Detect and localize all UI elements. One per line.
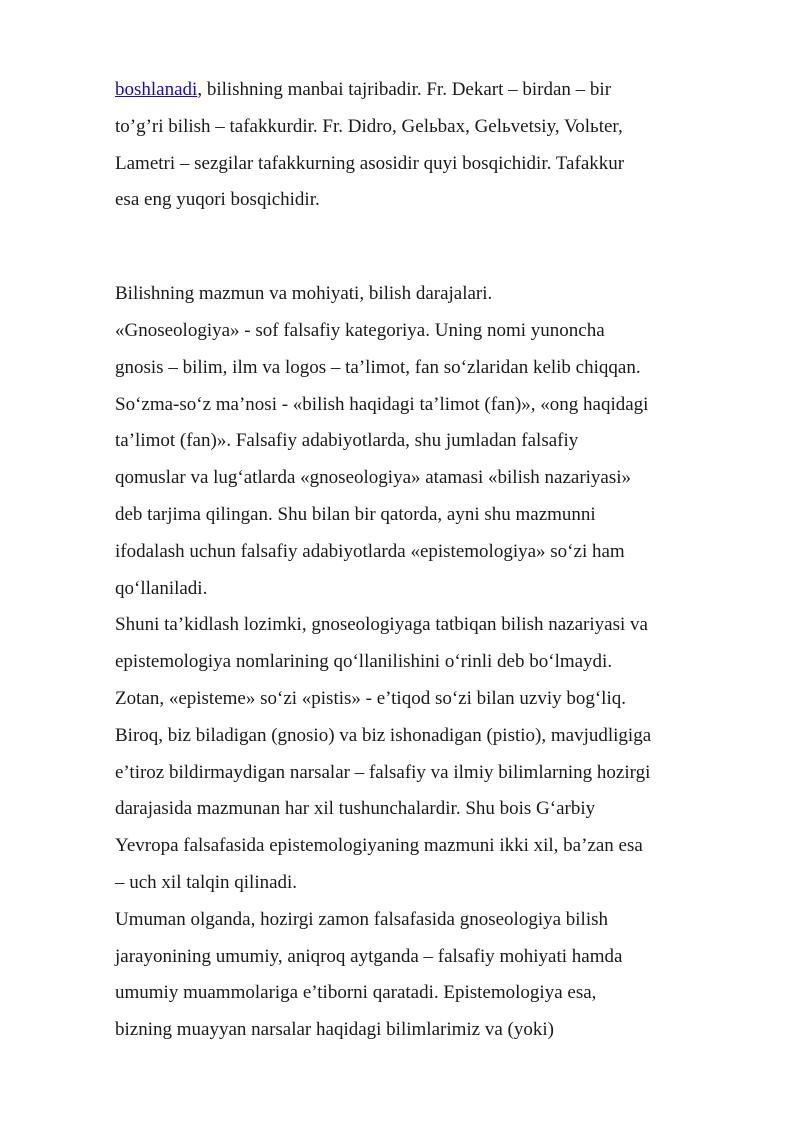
text-line: Shuni ta’kidlash lozimki, gnoseologiyaga tatbiqan bilish nazariyasi va <box>115 614 648 636</box>
text-line: – uch xil talqin qilinadi. <box>115 871 298 893</box>
document-page <box>115 72 735 1049</box>
text-line: Umuman olganda, hozirgi zamon falsafasida gnoseologiya bilish <box>115 908 609 930</box>
text-line: Biroq, biz biladigan (gnosio) va biz ishonadigan (pistio), mavjudligiga <box>115 724 652 746</box>
text-line: deb tarjima qilingan. Shu bilan bir qatorda, ayni shu mazmunni <box>115 503 596 525</box>
paragraph-gap <box>115 219 735 276</box>
text-line: So‘zma-so‘z ma’nosi - «bilish haqidagi ta’limot (fan)», «ong haqidagi <box>115 393 649 415</box>
text-line: esa eng yuqori bosqichidir. <box>115 189 320 211</box>
text-line: ifodalash uchun falsafiy adabiyotlarda «epistemologiya» so‘zi ham <box>115 540 625 562</box>
text-line: bizning muayyan narsalar haqidagi bilimlarimiz va (yoki) <box>115 1019 554 1041</box>
text-fragment: , bilishning manbai tajribadir. Fr. Dekart – birdan – bir <box>197 79 612 100</box>
text-line: Zotan, «episteme» so‘zi «pistis» - e’tiqod so‘zi bilan uzviy bog‘liq. <box>115 687 626 709</box>
text-line <box>115 72 735 109</box>
text-line: Yevropa falsafasida epistemologiyaning mazmuni ikki xil, ba’zan esa <box>115 835 643 857</box>
text-line: «Gnoseologiya» - sof falsafiy kategoriya. Uning nomi yunoncha <box>115 319 605 341</box>
text-line: darajasida mazmunan har xil tushunchalardir. Shu bois G‘arbiy <box>115 798 596 820</box>
text-line: to’g’ri bilish – tafakkurdir. Fr. Didro, Gelьbax, Gelьvetsiy, Volьter, <box>115 115 623 137</box>
text-line: ta’limot (fan)». Falsafiy adabiyotlarda, shu jumladan falsafiy <box>115 430 579 452</box>
text-line: jarayonining umumiy, aniqroq aytganda – falsafiy mohiyati hamda <box>115 945 623 967</box>
section-heading: Bilishning mazmun va mohiyati, bilish darajalari. <box>115 283 493 305</box>
boshlanadi-link[interactable]: boshlanadi <box>115 79 198 100</box>
text-line: qo‘llaniladi. <box>115 577 208 599</box>
text-line: epistemologiya nomlarining qo‘llanilishini o‘rinli deb bo‘lmaydi. <box>115 651 613 673</box>
text-line: Lametri – sezgilar tafakkurning asosidir quyi bosqichidir. Tafakkur <box>115 152 625 174</box>
text-line: umumiy muammolariga e’tiborni qaratadi. Epistemologiya esa, <box>115 982 597 1004</box>
text-line: qomuslar va lug‘atlarda «gnoseologiya» atamasi «bilish nazariyasi» <box>115 467 632 489</box>
text-line: e’tiroz bildirmaydigan narsalar – falsafiy va ilmiy bilimlarning hozirgi <box>115 761 651 783</box>
text-line: gnosis – bilim, ilm va logos – ta’limot, fan so‘zlaridan kelib chiqqan. <box>115 356 641 378</box>
